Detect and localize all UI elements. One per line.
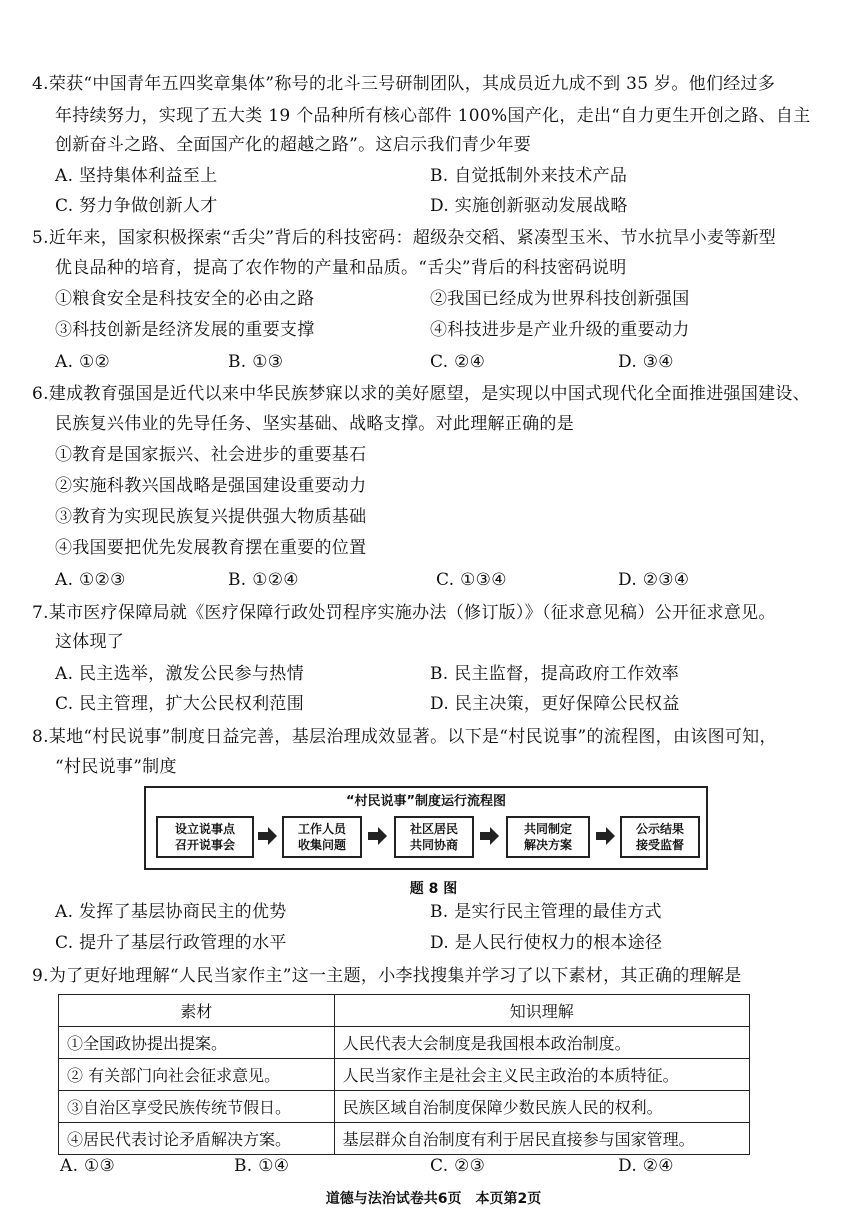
table-header-understanding: 知识理解 [334, 995, 749, 1027]
flow-arrow-icon [480, 826, 500, 846]
q6-option-a: A. ①②③ [55, 570, 126, 590]
table-row [59, 1059, 750, 1091]
q6-option-b: B. ①②④ [228, 570, 299, 590]
q5-statement-4: ④科技进步是产业升级的重要动力 [430, 320, 690, 340]
table-header-material: 素材 [59, 995, 335, 1027]
q7-option-d: D. 民主决策，更好保障公民权益 [430, 694, 680, 714]
flow-step-4-line-1: 共同制定 [523, 822, 572, 836]
flow-step-1-line-1: 设立说事点 [174, 822, 235, 836]
q5-stem-line-2: 优良品种的培育，提高了农作物的产量和品质。“舌尖”背后的科技密码说明 [55, 258, 627, 278]
q9-stem-line: 9.为了更好地理解“人民当家作主”这一主题，小李找搜集并学习了以下素材，其正确的理解是 [32, 966, 742, 986]
q5-option-c: C. ②④ [430, 352, 486, 372]
flow-step-4-line-2: 解决方案 [523, 838, 572, 852]
table-cell-material: ①全国政协提出提案。 [59, 1027, 335, 1059]
table-header-row [59, 995, 750, 1027]
q8-option-c: C. 提升了基层行政管理的水平 [55, 933, 287, 953]
table-cell-understanding: 基层群众自治制度有利于居民直接参与国家管理。 [334, 1123, 749, 1155]
q9-option-c: C. ②③ [430, 1156, 486, 1176]
q6-statement-3: ③教育为实现民族复兴提供强大物质基础 [55, 507, 367, 527]
q5-option-d: D. ③④ [618, 352, 674, 372]
flow-step-5 [620, 816, 700, 858]
table-cell-understanding: 人民当家作主是社会主义民主政治的本质特征。 [334, 1059, 749, 1091]
flow-step-1-line-2: 召开说事会 [174, 838, 235, 852]
flow-step-3 [394, 816, 474, 858]
flow-step-5-line-1: 公示结果 [635, 822, 684, 836]
flow-arrow-icon [596, 826, 616, 846]
q4-stem-line-2: 年持续努力，实现了五大类 19 个品种所有核心部件 100%国产化，走出“自力更生开创之路、自主 [55, 106, 811, 126]
q4-option-c: C. 努力争做创新人才 [55, 196, 218, 216]
flow-step-2-line-1: 工作人员 [297, 822, 346, 836]
q5-statement-1: ①粮食安全是科技安全的必由之路 [55, 289, 315, 309]
q5-option-b: B. ①③ [228, 352, 284, 372]
table-row [59, 1091, 750, 1123]
page-footer: 道德与法治试卷共6页 本页第2页 [325, 1191, 542, 1207]
table-cell-understanding: 民族区域自治制度保障少数民族人民的权利。 [334, 1091, 749, 1123]
q7-stem-line-2: 这体现了 [55, 632, 125, 652]
table-row [59, 1123, 750, 1155]
q6-option-c: C. ①③④ [436, 570, 507, 590]
q6-stem-line-2: 民族复兴伟业的先导任务、坚实基础、战略支撑。对此理解正确的是 [55, 414, 574, 434]
flow-step-5-line-2: 接受监督 [635, 838, 684, 852]
q7-stem-line-1: 7.某市医疗保障局就《医疗保障行政处罚程序实施办法（修订版）》（征求意见稿）公开征求意见。 [32, 603, 776, 623]
table-cell-understanding: 人民代表大会制度是我国根本政治制度。 [334, 1027, 749, 1059]
table-cell-material: ② 有关部门向社会征求意见。 [59, 1059, 335, 1091]
q7-option-c: C. 民主管理，扩大公民权利范围 [55, 694, 305, 714]
q9-option-b: B. ①④ [234, 1156, 290, 1176]
q4-stem-line-1: 4.荣获“中国青年五四奖章集体”称号的北斗三号研制团队，其成员近九成不到 35 岁。他们经过多 [32, 74, 776, 94]
q9-option-a: A. ①③ [60, 1156, 116, 1176]
q5-statement-3: ③科技创新是经济发展的重要支撑 [55, 320, 315, 340]
q8-option-d: D. 是人民行使权力的根本途径 [430, 933, 663, 953]
table-row [59, 1027, 750, 1059]
q6-statement-4: ④我国要把优先发展教育摆在重要的位置 [55, 538, 367, 558]
q5-statement-2: ②我国已经成为世界科技创新强国 [430, 289, 690, 309]
q6-statement-1: ①教育是国家振兴、社会进步的重要基石 [55, 445, 367, 465]
q7-option-b: B. 民主监督，提高政府工作效率 [430, 664, 680, 684]
q7-option-a: A. 民主选举，激发公民参与热情 [55, 664, 304, 684]
flow-arrow-icon [258, 826, 278, 846]
figure-caption: 题 8 图 [409, 881, 458, 897]
flowchart [144, 786, 708, 870]
q4-stem-line-3: 创新奋斗之路、全面国产化的超越之路”。这启示我们青少年要 [55, 135, 532, 155]
flow-step-2 [282, 816, 362, 858]
q4-option-d: D. 实施创新驱动发展战略 [430, 196, 628, 216]
q6-stem-line-1: 6.建成教育强国是近代以来中华民族梦寐以求的美好愿望，是实现以中国式现代化全面推进强国建设、 [32, 384, 811, 404]
q9-option-d: D. ②④ [618, 1156, 674, 1176]
q4-option-a: A. 坚持集体利益至上 [55, 166, 218, 186]
flow-step-3-line-2: 共同协商 [409, 838, 458, 852]
table-cell-material: ③自治区享受民族传统节假日。 [59, 1091, 335, 1123]
q6-option-d: D. ②③④ [618, 570, 690, 590]
q5-stem-line-1: 5.近年来，国家积极探索“舌尖”背后的科技密码：超级杂交稻、紧凑型玉米、节水抗旱小麦等新型 [32, 228, 777, 248]
q6-statement-2: ②实施科教兴国战略是强国建设重要动力 [55, 476, 367, 496]
flow-step-4 [506, 816, 590, 858]
q4-option-b: B. 自觉抵制外来技术产品 [430, 166, 628, 186]
q8-option-a: A. 发挥了基层协商民主的优势 [55, 902, 287, 922]
q8-stem-line-1: 8.某地“村民说事”制度日益完善，基层治理成效显著。以下是“村民说事”的流程图，由该图可知， [32, 727, 777, 747]
material-table [58, 994, 750, 1155]
flow-arrow-icon [368, 826, 388, 846]
flow-step-1 [156, 816, 254, 858]
flow-step-2-line-2: 收集问题 [297, 838, 346, 852]
flow-step-3-line-1: 社区居民 [409, 822, 458, 836]
q8-option-b: B. 是实行民主管理的最佳方式 [430, 902, 662, 922]
q8-stem-line-2: “村民说事”制度 [55, 757, 177, 777]
q5-option-a: A. ①② [55, 352, 111, 372]
flowchart-title: “村民说事”制度运行流程图 [345, 794, 507, 809]
table-cell-material: ④居民代表讨论矛盾解决方案。 [59, 1123, 335, 1155]
